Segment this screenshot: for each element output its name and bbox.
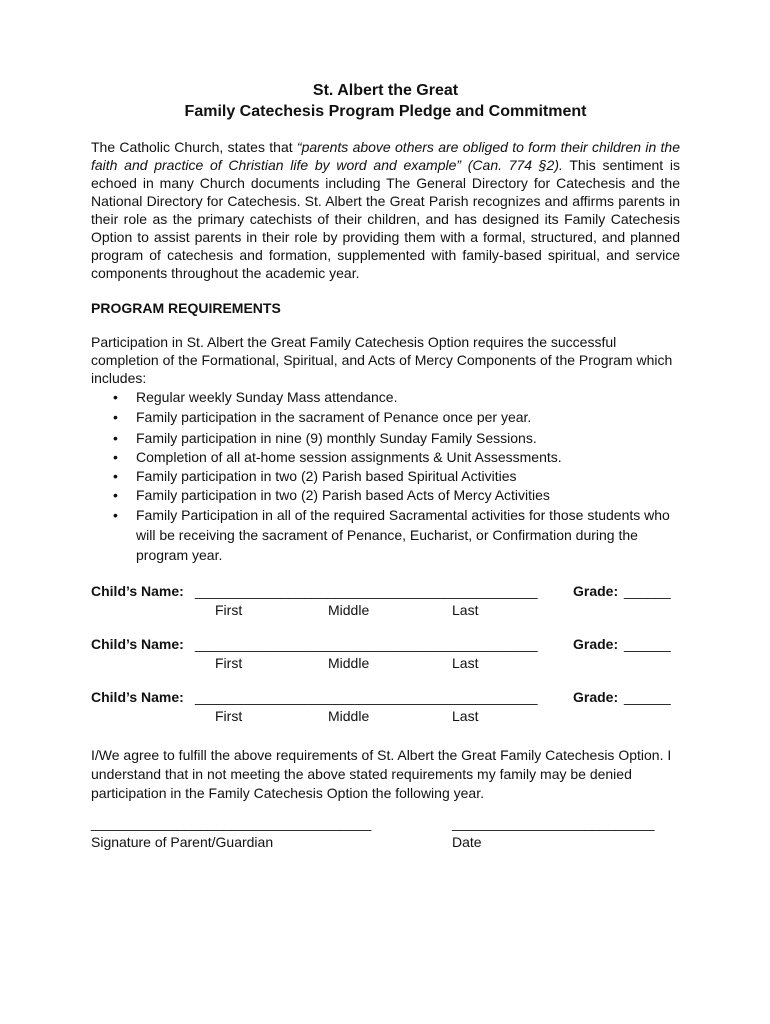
date-caption: Date [452, 834, 482, 850]
last-caption: Last [452, 655, 479, 671]
bullet-icon: • [113, 389, 118, 405]
signature-field[interactable]: ____________________________________ [91, 815, 372, 831]
child-name-field[interactable]: ____________________________________________ [195, 583, 538, 599]
intro-paragraph [91, 138, 680, 282]
grade-field[interactable]: ______ [624, 583, 671, 599]
last-caption: Last [452, 708, 479, 724]
child-name-label: Child’s Name: [91, 689, 184, 705]
grade-label: Grade: [573, 689, 619, 705]
bullet-icon: • [113, 409, 118, 425]
intro-quote: “parents above others are obliged to form their children in the faith and practice of Christian life by word and example” (Can. 774 §2). [91, 139, 680, 173]
intro-rest: This sentiment is echoed in many Church documents including The General Directory for Catechesis and the National Directory for Catechesis. St. Albert the Great Parish recognizes and affirms parents in their role as the primary catechists of their children, and has designed its Family Catechesis Option to assist parents in their role by providing them with a formal, structured, and planned program of catechesis and formation, supplemented with family-based spiritual, and service components throughout the academic year. [91, 157, 681, 281]
bullet-icon: • [113, 487, 118, 503]
requirements-list [91, 388, 680, 565]
last-caption: Last [452, 602, 479, 618]
requirements-heading: PROGRAM REQUIREMENTS [91, 300, 281, 316]
child-name-row-1 [91, 583, 680, 636]
document-page [91, 80, 680, 875]
first-caption: First [215, 602, 243, 618]
child-name-label: Child’s Name: [91, 583, 184, 599]
list-item: • Family participation in nine (9) monthly Sunday Family Sessions. [113, 430, 537, 446]
bullet-icon: • [113, 449, 118, 465]
list-item: • Completion of all at-home session assignments & Unit Assessments. [113, 449, 562, 465]
middle-caption: Middle [328, 655, 370, 671]
child-name-field[interactable]: ____________________________________________ [195, 636, 538, 652]
list-item: • Family Participation in all of the required Sacramental activities for those students who will be receiving the sacrament of Penance, Eucharist, or Confirmation during the program year. [113, 507, 670, 563]
first-caption: First [215, 708, 243, 724]
bullet-icon: • [113, 468, 118, 484]
requirements-intro: Participation in St. Albert the Great Family Catechesis Option requires the successful completion of the Formational, Spiritual, and Acts of Mercy Components of the Program which includes: [91, 334, 673, 386]
grade-label: Grade: [573, 636, 619, 652]
title-line-1: St. Albert the Great [312, 82, 459, 99]
child-name-field[interactable]: ____________________________________________ [195, 689, 538, 705]
document-title [91, 80, 680, 122]
signature-caption: Signature of Parent/Guardian [91, 834, 274, 850]
signature-block [91, 815, 680, 875]
date-field[interactable]: __________________________ [452, 815, 655, 831]
grade-label: Grade: [573, 583, 619, 599]
list-item: • Family participation in two (2) Parish based Acts of Mercy Activities [113, 487, 550, 503]
grade-field[interactable]: ______ [624, 689, 671, 705]
list-item: • Family participation in the sacrament of Penance once per year. [113, 409, 532, 425]
child-name-row-2 [91, 636, 680, 689]
child-name-label: Child’s Name: [91, 636, 184, 652]
bullet-icon: • [113, 430, 118, 446]
intro-lead: The Catholic Church, states that [91, 139, 297, 155]
bullet-icon: • [113, 507, 118, 523]
middle-caption: Middle [328, 602, 370, 618]
title-line-2: Family Catechesis Program Pledge and Commitment [184, 103, 587, 120]
grade-field[interactable]: ______ [624, 636, 671, 652]
first-caption: First [215, 655, 243, 671]
agreement-paragraph: I/We agree to fulfill the above requirements of St. Albert the Great Family Catechesis Option. I understand that in not meeting the above stated requirements my family may be denied participation in the Family Catechesis Option the following year. [91, 747, 672, 801]
child-name-row-3 [91, 689, 680, 742]
list-item: • Family participation in two (2) Parish based Spiritual Activities [113, 468, 517, 484]
middle-caption: Middle [328, 708, 370, 724]
list-item: • Regular weekly Sunday Mass attendance. [113, 389, 398, 405]
